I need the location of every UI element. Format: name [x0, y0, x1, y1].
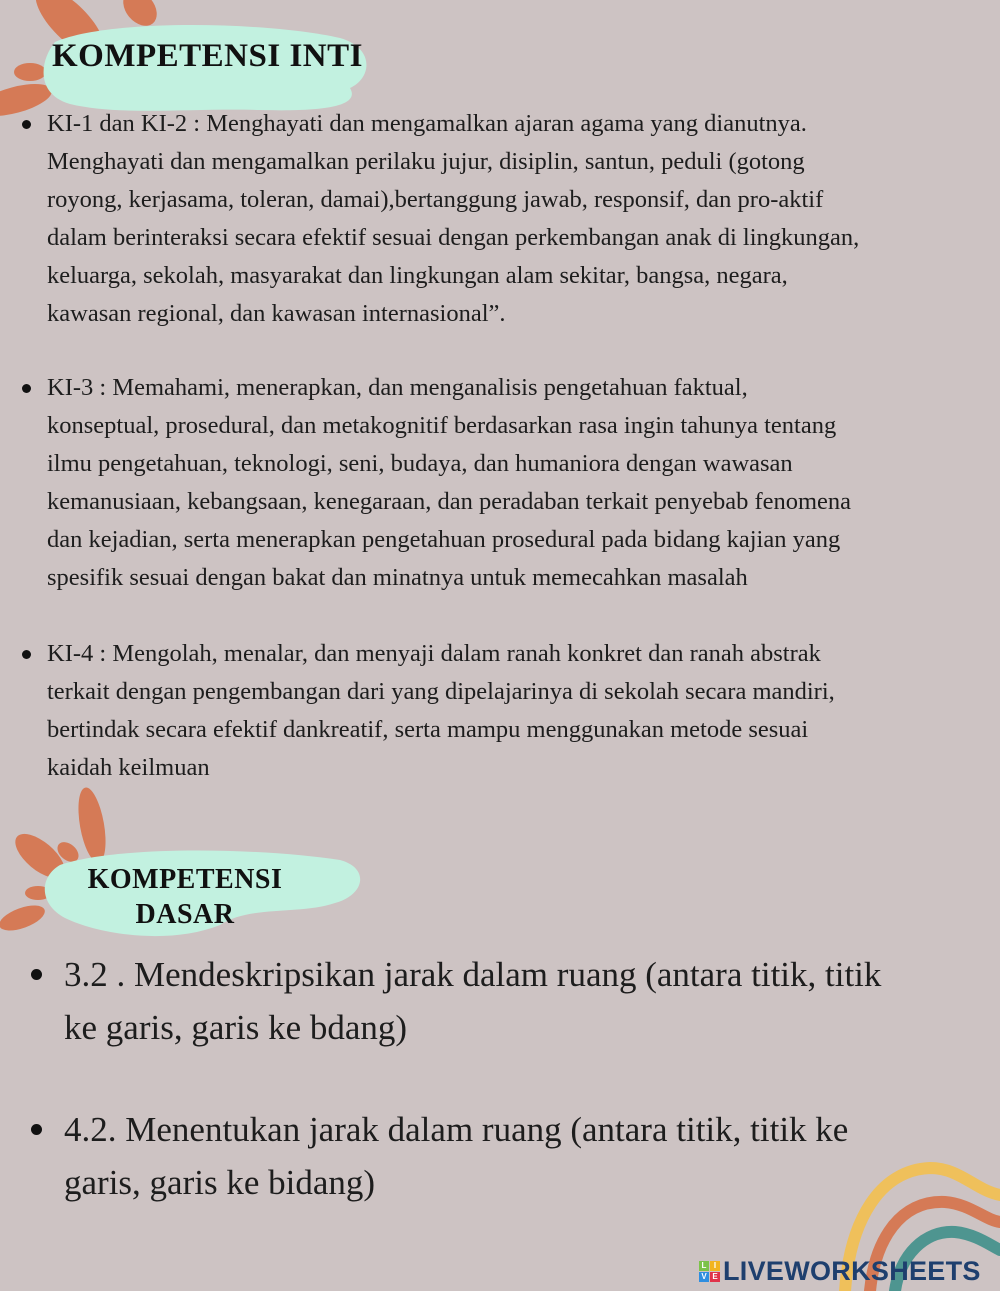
text-line: ke garis, garis ke bdang)	[64, 1008, 408, 1047]
text-line: Menghayati dan mengamalkan perilaku jujur, disiplin, santun, peduli (gotong	[47, 148, 805, 175]
text-line: KI-1 dan KI-2 : Menghayati dan mengamalkan ajaran agama yang dianutnya.	[47, 110, 807, 137]
text-line: dan kejadian, serta menerapkan pengetahuan prosedural pada bidang kajian yang	[47, 526, 841, 553]
text-line: keluarga, sekolah, masyarakat dan lingkungan alam sekitar, bangsa, negara,	[47, 262, 788, 289]
text-line: royong, kerjasama, toleran, damai),bertanggung jawab, responsif, dan pro-aktif	[47, 186, 824, 213]
kompetensi-inti-heading: KOMPETENSI INTI	[52, 38, 363, 74]
text-line: terkait dengan pengembangan dari yang dipelajarinya di sekolah secara mandiri,	[47, 678, 835, 705]
kd-4-2-item	[64, 1103, 848, 1209]
heading-line: DASAR	[135, 899, 235, 930]
kd-3-2-item	[64, 948, 881, 1054]
text-line: kawasan regional, dan kawasan internasional”.	[47, 300, 506, 327]
logo-tile: I	[710, 1261, 720, 1271]
liveworksheets-logo	[699, 1256, 981, 1287]
text-line: 4.2. Menentukan jarak dalam ruang (antara titik, titik ke	[64, 1110, 849, 1149]
bullet-icon	[22, 120, 31, 129]
text-line: bertindak secara efektif dankreatif, serta mampu menggunakan metode sesuai	[47, 716, 809, 743]
bullet-icon	[22, 650, 31, 659]
bullet-icon	[31, 1124, 42, 1135]
ki-4-item	[47, 635, 835, 787]
text-line: spesifik sesuai dengan bakat dan minatnya untuk memecahkan masalah	[47, 564, 748, 591]
text-line: ilmu pengetahuan, teknologi, seni, budaya, dan humaniora dengan wawasan	[47, 450, 793, 477]
logo-text: LIVEWORKSHEETS	[723, 1256, 981, 1286]
text-line: 3.2 . Mendeskripsikan jarak dalam ruang (antara titik, titik	[64, 955, 882, 994]
logo-tile: V	[699, 1272, 709, 1282]
text-line: kaidah keilmuan	[47, 754, 210, 781]
kompetensi-dasar-heading	[60, 862, 310, 932]
ki-3-item	[47, 369, 851, 597]
text-line: kemanusiaan, kebangsaan, kenegaraan, dan peradaban terkait penyebab fenomena	[47, 488, 852, 515]
text-line: garis, garis ke bidang)	[64, 1163, 376, 1202]
bullet-icon	[31, 969, 42, 980]
heading-line: KOMPETENSI	[87, 864, 283, 895]
text-line: KI-4 : Mengolah, menalar, dan menyaji dalam ranah konkret dan ranah abstrak	[47, 640, 821, 667]
text-line: konseptual, prosedural, dan metakognitif berdasarkan rasa ingin tahunya tentang	[47, 412, 837, 439]
logo-tiles-icon	[699, 1261, 720, 1282]
bullet-icon	[22, 384, 31, 393]
logo-tile: E	[710, 1272, 720, 1282]
logo-tile: L	[699, 1261, 709, 1271]
ki-1-2-item	[47, 105, 859, 333]
text-line: dalam berinteraksi secara efektif sesuai dengan perkembangan anak di lingkungan,	[47, 224, 860, 251]
text-line: KI-3 : Memahami, menerapkan, dan menganalisis pengetahuan faktual,	[47, 374, 748, 401]
